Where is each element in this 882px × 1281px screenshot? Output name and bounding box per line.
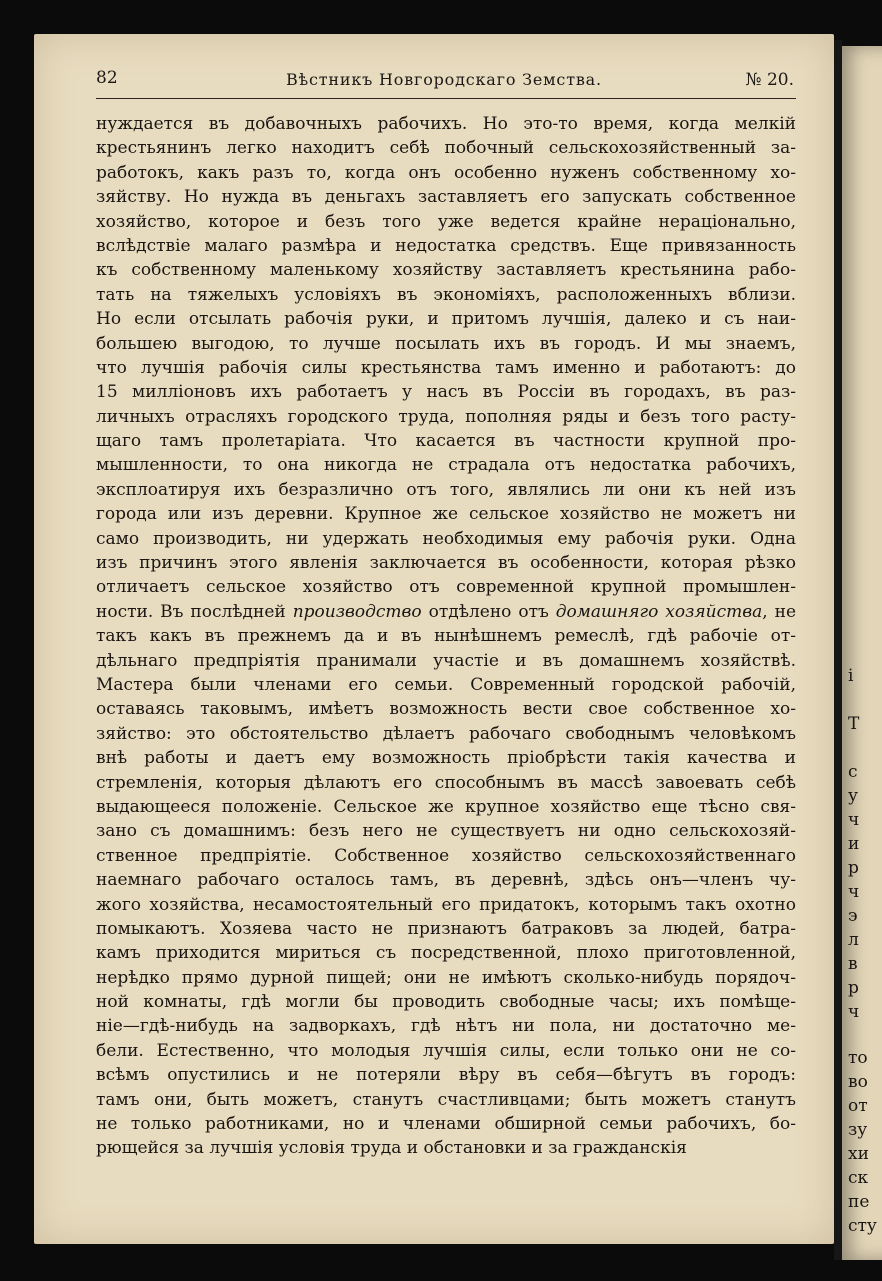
text-line: внѣ работы и даетъ ему возможность пріобрѣсти такія качества и <box>96 748 796 769</box>
facing-page-fragment: р <box>848 978 859 998</box>
facing-page-fragment: ск <box>848 1168 869 1188</box>
text-line: большею выгодою, то лучше посылать ихъ въ городъ. И мы знаемъ, <box>96 333 796 354</box>
text-line: камъ приходится мириться съ посредственной, плохо приготовленной, <box>96 943 796 964</box>
text-line: хозяйство, которое и безъ того уже ведется крайне нераціонально, <box>96 211 796 232</box>
text-run: , не <box>762 601 796 622</box>
text-line: личныхъ отрасляхъ городского труда, пополняя ряды и безъ того расту- <box>96 406 796 427</box>
italic-term-production: производство <box>292 601 422 622</box>
text-line: жого хозяйства, несамостоятельный его придатокъ, которымъ такъ охотно <box>96 894 796 915</box>
text-line: Но если отсылать рабочія руки, и притомъ лучшія, далеко и съ наи- <box>96 309 796 330</box>
facing-page-fragment: ч <box>848 1002 860 1022</box>
article-body <box>96 112 796 1161</box>
text-line: что лучшія рабочія силы крестьянства тамъ именно и работаютъ: до <box>96 357 796 378</box>
text-line-italic <box>96 600 796 624</box>
text-line: ственное предпріятіе. Собственное хозяйство сельскохозяйственнаго <box>96 845 796 866</box>
text-line: зано съ домашнимъ: безъ него не существуетъ ни одно сельскохозяй- <box>96 821 796 842</box>
text-line: рющейся за лучшія условія труда и обстановки и за гражданскія <box>96 1138 687 1159</box>
facing-page-fragment: ч <box>848 810 860 830</box>
text-line: тать на тяжелыхъ условіяхъ въ экономіяхъ, расположенныхъ вблизи. <box>96 284 796 305</box>
facing-page-fragment: Т <box>848 714 860 734</box>
journal-title: Вѣстникъ Новгородскаго Земства. <box>286 70 602 89</box>
text-line: такъ какъ въ прежнемъ да и въ нынѣшнемъ ремеслѣ, гдѣ рабочіе от- <box>96 626 796 647</box>
text-line: бели. Естественно, что молодыя лучшія силы, если только они не со- <box>96 1040 796 1061</box>
facing-page-fragment: с <box>848 762 858 782</box>
text-line: отличаетъ сельское хозяйство отъ современной крупной промышлен- <box>96 577 796 598</box>
text-line: тамъ они, быть можетъ, станутъ счастливцами; быть можетъ станутъ <box>96 1089 796 1110</box>
issue-number: № 20. <box>745 70 794 90</box>
facing-page-fragment: ч <box>848 882 860 902</box>
text-line: само производить, ни удержать необходимыя ему рабочія руки. Одна <box>96 528 796 549</box>
text-line: выдающееся положеніе. Сельское же крупное хозяйство еще тѣсно свя- <box>96 796 796 817</box>
facing-page-fragment: то <box>848 1048 868 1068</box>
text-line: изъ причинъ этого явленія заключается въ особенности, которая рѣзко <box>96 553 796 574</box>
text-line: 15 милліоновъ ихъ работаетъ у насъ въ Россіи въ городахъ, въ раз- <box>96 382 796 403</box>
facing-page-fragment: в <box>848 954 858 974</box>
text-run: ности. Въ послѣдней <box>96 601 286 622</box>
text-line: не только работниками, но и членами обширной семьи рабочихъ, бо- <box>96 1114 796 1135</box>
facing-page-fragment: зу <box>848 1120 868 1140</box>
facing-page-fragment: р <box>848 858 859 878</box>
running-header <box>96 66 796 99</box>
text-line: щаго тамъ пролетаріата. Что касается въ частности крупной про- <box>96 431 796 452</box>
text-line: оставаясь таковымъ, имѣетъ возможность вести свое собственное хо- <box>96 699 796 720</box>
text-line: дѣльнаго предпріятія пранимали участіе и въ домашнемъ хозяйствѣ. <box>96 650 796 671</box>
text-line: крестьянинъ легко находитъ себѣ побочный сельскохозяйственный за- <box>96 138 796 159</box>
text-run: отдѣлено отъ <box>421 601 556 622</box>
facing-page-fragment: и <box>848 834 860 854</box>
text-line: работокъ, какъ разъ то, когда онъ особенно нуженъ собственному хо- <box>96 162 796 183</box>
text-line: ніе—гдѣ-нибудь на задворкахъ, гдѣ нѣтъ ни пола, ни достаточно ме- <box>96 1016 796 1037</box>
facing-page-fragment: пе <box>848 1192 870 1212</box>
text-line: вслѣдствіе малаго размѣра и недостатка средствъ. Еще привязанность <box>96 235 796 256</box>
facing-page-fragment: во <box>848 1072 868 1092</box>
text-line: нуждается въ добавочныхъ рабочихъ. Но это-то время, когда мелкій <box>96 114 796 134</box>
facing-page-edge <box>842 46 882 1260</box>
text-line: зяйству. Но нужда въ деньгахъ заставляетъ его запускать собственное <box>96 187 796 208</box>
italic-term-household: домашняго хозяйства <box>555 601 763 622</box>
facing-page-fragment: хи <box>848 1144 869 1164</box>
text-line: мышленности, то она никогда не страдала отъ недостатка рабочихъ, <box>96 455 796 476</box>
facing-page-fragment: у <box>848 786 859 806</box>
facing-page-fragment: і <box>848 666 854 686</box>
text-line: зяйство: это обстоятельство дѣлаетъ рабочаго свободнымъ человѣкомъ <box>96 723 796 744</box>
facing-page-fragment: сту <box>848 1216 877 1236</box>
facing-page-fragment: от <box>848 1096 868 1116</box>
facing-page-fragment: л <box>848 930 859 950</box>
text-line: наемнаго рабочаго осталось тамъ, въ деревнѣ, здѣсь онъ—членъ чу- <box>96 870 796 891</box>
text-line: эксплоатируя ихъ безразлично отъ того, являлись ли они къ ней изъ <box>96 479 796 500</box>
text-line: Мастера были членами его семьи. Современный городской рабочій, <box>96 674 796 695</box>
text-line: къ собственному маленькому хозяйству заставляетъ крестьянина рабо- <box>96 260 796 281</box>
page-number: 82 <box>96 68 118 88</box>
text-line: всѣмъ опустились и не потеряли вѣру въ себя—бѣгутъ въ городъ: <box>96 1065 796 1086</box>
text-line: помыкаютъ. Хозяева часто не признаютъ батраковъ за людей, батра- <box>96 918 796 939</box>
text-line: ной комнаты, гдѣ могли бы проводить свободные часы; ихъ помѣще- <box>96 992 796 1013</box>
text-line: города или изъ деревни. Крупное же сельское хозяйство не можетъ ни <box>96 504 796 525</box>
text-line: стремленія, которыя дѣлаютъ его способнымъ въ массѣ завоевать себѣ <box>96 772 796 793</box>
text-line: нерѣдко прямо дурной пищей; они не имѣютъ сколько-нибудь порядоч- <box>96 967 796 988</box>
book-gutter <box>834 40 842 1260</box>
facing-page-fragment: э <box>848 906 858 926</box>
